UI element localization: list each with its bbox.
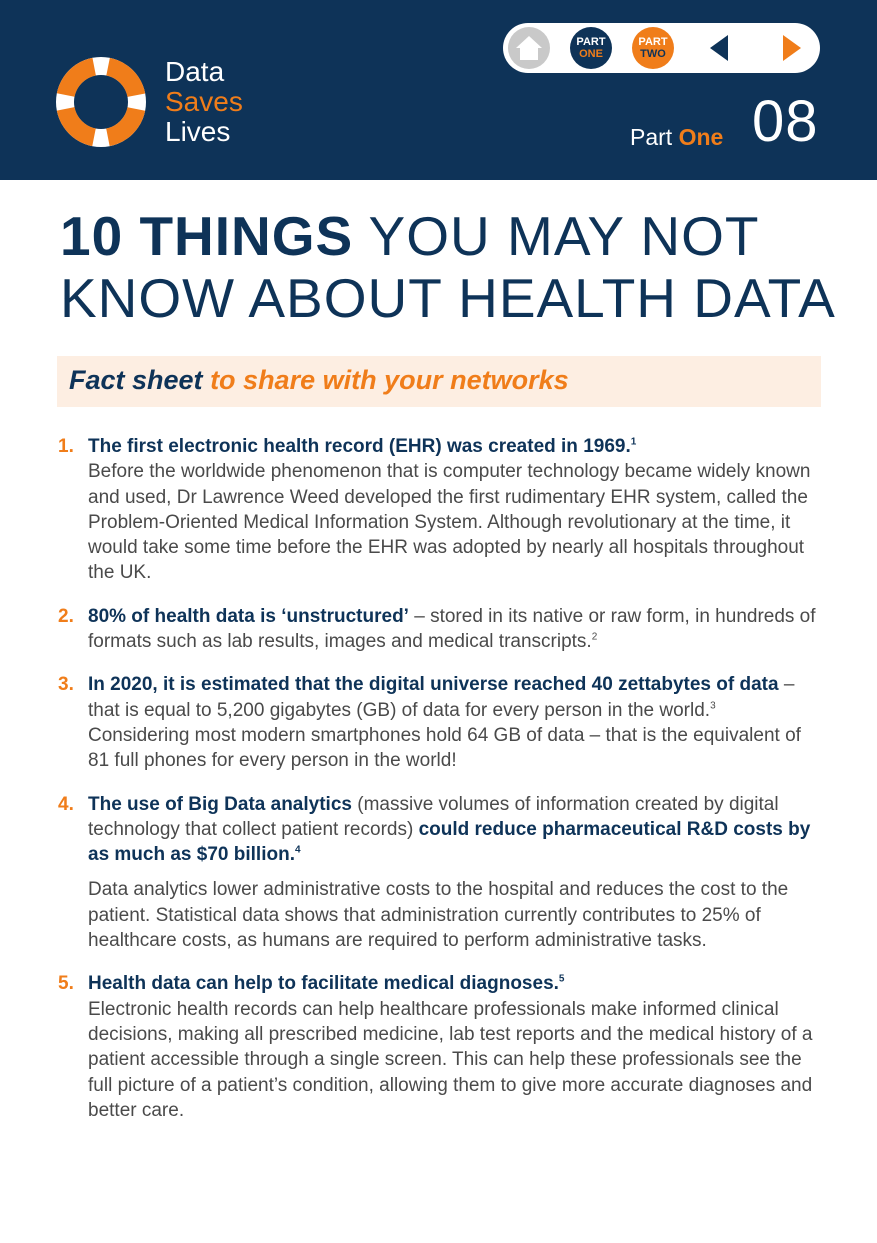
- part-one-button[interactable]: [570, 27, 612, 69]
- item-body-2: Considering most modern smartphones hold 64 GB of data – that is the equivalent of 81 full phones for every person in the world!: [88, 724, 801, 772]
- item-mid: (massive volumes of information created by digital technology that collect patient records): [88, 793, 779, 840]
- part-one-top: PART: [576, 36, 606, 48]
- fact-sheet-banner: [57, 356, 821, 407]
- item-text: [88, 672, 822, 773]
- part-one-sub: ONE: [579, 48, 603, 60]
- part-two-button[interactable]: [632, 27, 674, 69]
- item-number: 2.: [58, 605, 74, 627]
- list-item: [58, 971, 822, 1123]
- fact-sheet-rest: to share with your networks: [202, 365, 569, 395]
- item-body: Electronic health records can help healthcare professionals make informed clinical decisions, making all prescribed medicine, lab test reports and the medical history of a patient accessible through a single screen. This can help these professionals see the full picture of a patient’s condition, allowing them to give more accurate diagnoses and better care.: [88, 998, 813, 1121]
- footnote-ref: 5: [558, 974, 565, 986]
- footnote-ref: 3: [710, 700, 716, 712]
- lifebuoy-logo-icon: [55, 56, 147, 148]
- brand-line-3: Lives: [165, 116, 231, 147]
- item-text: [88, 434, 822, 586]
- title-bold: 10 THINGS: [60, 205, 354, 267]
- item-lead: In 2020, it is estimated that the digital universe reached 40 zettabytes of data: [88, 674, 779, 696]
- arrow-right-icon[interactable]: [776, 33, 806, 63]
- item-lead: Health data can help to facilitate medical diagnoses.: [88, 973, 559, 995]
- list-item: [58, 604, 822, 655]
- item-body-1: – that is equal to 5,200 gigabytes (GB) of data for every person in the world.: [88, 674, 795, 721]
- item-body: – stored in its native or raw form, in hundreds of formats such as lab results, images and medical transcripts.: [88, 605, 816, 653]
- footnote-ref: 1: [630, 436, 637, 448]
- part-prefix: Part: [630, 124, 673, 150]
- facts-list: [58, 434, 822, 1141]
- item-number: 3.: [58, 674, 74, 696]
- list-item: [58, 792, 822, 954]
- page-number: 08: [752, 89, 819, 154]
- fact-sheet-lead: Fact sheet: [69, 365, 203, 395]
- list-item: [58, 434, 822, 586]
- footnote-ref: 4: [294, 844, 301, 856]
- navigation-bar: [503, 23, 820, 73]
- item-number: 1.: [58, 436, 74, 457]
- section-label: [630, 124, 723, 151]
- item-lead-2: could reduce pharmaceutical R&D costs by as much as $70 billion.: [88, 818, 811, 866]
- item-text: [88, 792, 822, 868]
- brand-logo-text: [165, 57, 243, 147]
- brand-line-2: Saves: [165, 86, 243, 117]
- item-lead: The first electronic health record (EHR) was created in 1969.: [88, 436, 631, 457]
- home-icon: [514, 33, 544, 63]
- item-text: [88, 971, 822, 1123]
- arrow-left-icon[interactable]: [705, 33, 735, 63]
- header-banner: [0, 0, 877, 180]
- brand-line-1: Data: [165, 56, 225, 87]
- part-name: One: [678, 124, 724, 150]
- item-lead-1: The use of Big Data analytics: [88, 793, 352, 815]
- part-two-top: PART: [638, 36, 668, 48]
- title-rest: YOU MAY NOT KNOW ABOUT HEALTH DATA: [60, 205, 836, 329]
- item-number: 5.: [58, 973, 74, 995]
- item-text: [88, 604, 822, 655]
- item-body: Before the worldwide phenomenon that is computer technology became widely known and used, Dr Lawrence Weed developed the first rudimentary EHR system, called the Problem-Oriented Medical Information System. Although revolutionary at the time, it would take some time before the EHR was adopted by nearly all hospitals throughout the UK.: [88, 461, 811, 584]
- item-number: 4.: [58, 793, 74, 815]
- part-two-sub: TWO: [640, 48, 666, 60]
- list-item: [58, 672, 822, 773]
- home-button[interactable]: [508, 27, 550, 69]
- item-lead: 80% of health data is ‘unstructured’: [88, 605, 409, 627]
- item-body: Data analytics lower administrative costs to the hospital and reduces the cost to the patient. Statistical data shows that administration currently contributes to 25% of healthcare costs, as humans are required to perform administrative tasks.: [88, 879, 789, 952]
- page-title: [60, 205, 840, 329]
- footnote-ref: 2: [591, 631, 598, 643]
